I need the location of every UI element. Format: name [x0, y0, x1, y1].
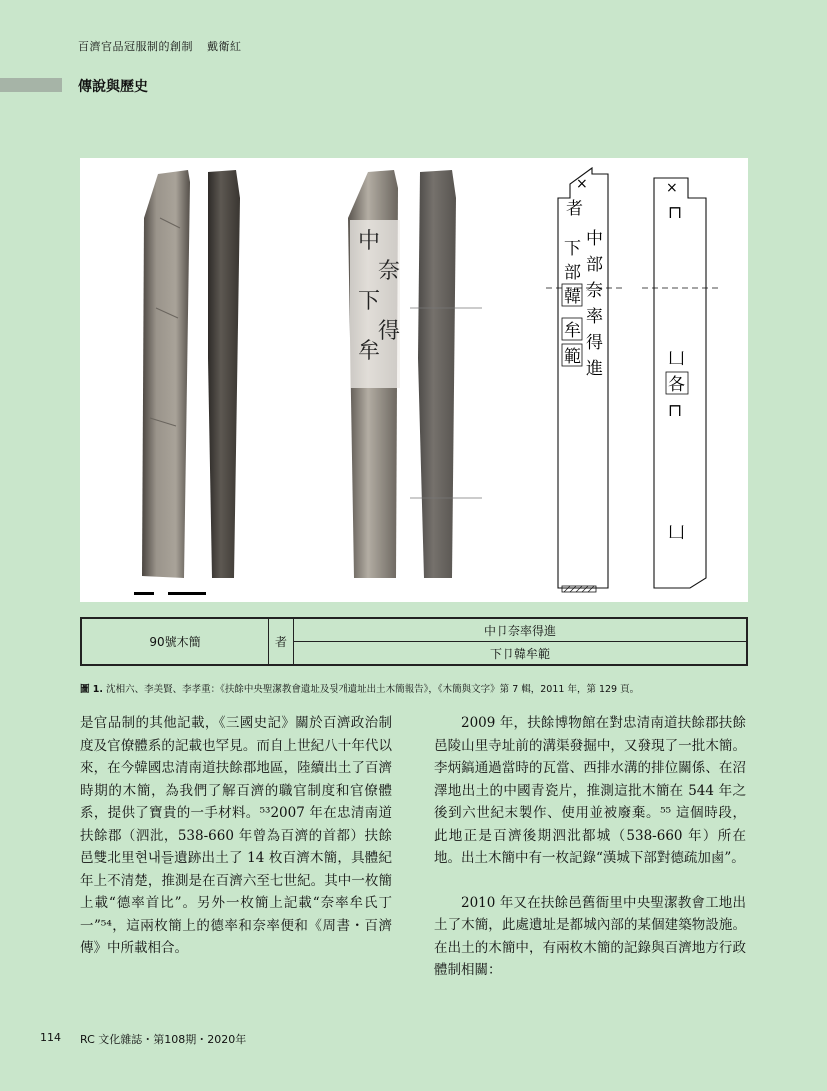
slip-number-cell: 90號木簡 [82, 619, 269, 665]
section-marker-bar [0, 78, 62, 92]
body-paragraph: 是官品制的其他記載，《三國史記》關於百濟政治制度及官僚體系的記載也罕見。而自上世紀八十年代以來，在今韓國忠清南道扶餘郡地區，陸續出土了百濟時期的木簡，為我們了解百濟的職官制度和官僚體系，提供了寶貴的一手材料。⁵³2007 年在忠清南道扶餘郡（泗沘，538-660 年曾為百濟的首都）扶餘邑雙北里현내들遺跡出土了 14 枚百濟木簡，具體紀年上不清楚，推測是在百濟六至七世紀。其中一枚簡上載“德率首比”。另外一枚簡上記載“奈率牟氏丁一”⁵⁴，這兩枚簡上的德率和奈率便和《周書・百濟傳》中所載相合。 [80, 715, 392, 956]
slip-mark-cell: 者 [269, 619, 294, 665]
drawing-left-mark-0: × [576, 176, 588, 192]
transcription-row-2: 下卩韓牟範 [294, 642, 747, 665]
drawing-left-mark-8: 部 [586, 255, 603, 275]
drawing-right-mark-5: 凵 [668, 523, 685, 543]
drawing-left-mark-10: 率 [586, 307, 603, 327]
drawing-left-mark-9: 奈 [586, 281, 603, 301]
transcription-row-1: 中卩奈率得進 [294, 619, 747, 642]
transcription-drawing-right [642, 178, 720, 588]
drawing-left-mark-1: 者 [566, 199, 583, 219]
drawing-left-mark-12: 進 [586, 359, 603, 379]
svg-text:牟: 牟 [358, 339, 381, 364]
section-title: 傳說與歷史 [78, 79, 148, 95]
body-column-left [80, 712, 392, 960]
svg-text:中: 中 [358, 229, 381, 254]
drawing-left-mark-11: 得 [586, 333, 603, 353]
journal-footer: RC 文化雜誌・第108期・2020年 [80, 1033, 247, 1046]
svg-text:奈: 奈 [378, 259, 401, 284]
drawing-right-mark-1: ⊓ [668, 203, 683, 223]
transcription-drawing-left [546, 168, 624, 592]
drawing-right-mark-2: 凵 [668, 349, 685, 369]
drawing-left-mark-7: 中 [586, 229, 603, 249]
figure-artwork [80, 158, 748, 602]
svg-text:下: 下 [358, 289, 381, 314]
body-paragraph: 2010 年又在扶餘邑舊衙里中央聖潔教會工地出土了木簡，此處遺址是都城內部的某個建築物設施。在出土的木簡中，有兩枚木簡的記錄與百濟地方行政體制相關： [434, 894, 746, 978]
author-name: 戴衛紅 [207, 40, 242, 53]
body-column-right [434, 712, 746, 982]
drawing-left-mark-5: 牟 [564, 321, 581, 341]
scale-bar [134, 592, 206, 595]
running-head [78, 38, 242, 54]
running-title: 百濟官品冠服制的創制 [78, 40, 193, 53]
drawing-left-mark-6: 範 [564, 347, 581, 367]
svg-text:得: 得 [378, 319, 401, 344]
page-number: 114 [40, 1031, 61, 1044]
slip-transcription-table [80, 617, 748, 666]
drawing-right-mark-3: 各 [668, 375, 685, 395]
slip-photo-back [208, 170, 240, 578]
caption-text: 沈相六、李美賢、李孝重：《扶餘中央聖潔教會遺址及뒷개遺址出土木簡報告》，《木簡與文字》第 7 輯，2011 年，第 129 頁。 [106, 684, 640, 695]
wooden-slip-figure [80, 158, 748, 602]
caption-label: 圖 1. [80, 684, 104, 695]
slip-photo-infrared-back [418, 170, 456, 578]
drawing-left-mark-2: 下 [564, 239, 581, 259]
figure-caption [80, 681, 760, 695]
drawing-left-mark-4: 韓 [564, 287, 581, 307]
drawing-left-mark-3: 部 [564, 263, 581, 283]
body-paragraph: 2009 年，扶餘博物館在對忠清南道扶餘郡扶餘邑陵山里寺址前的溝渠發掘中，又發現了一批木簡。李炳鎬通過當時的瓦當、西排水溝的排位關係、在沼澤地出土的中國青瓷片，推測這批木簡在 544 年之後到六世紀末製作、使用並被廢棄。⁵⁵ 這個時段，此地正是百濟後期泗沘都城（538-660 年）所在地。出土木簡中有一枚記錄“漢城下部對德疏加鹵”。 [434, 715, 746, 866]
slip-photo-front [142, 170, 190, 578]
drawing-right-mark-0: × [666, 180, 678, 196]
drawing-right-mark-4: ⊓ [668, 401, 683, 421]
